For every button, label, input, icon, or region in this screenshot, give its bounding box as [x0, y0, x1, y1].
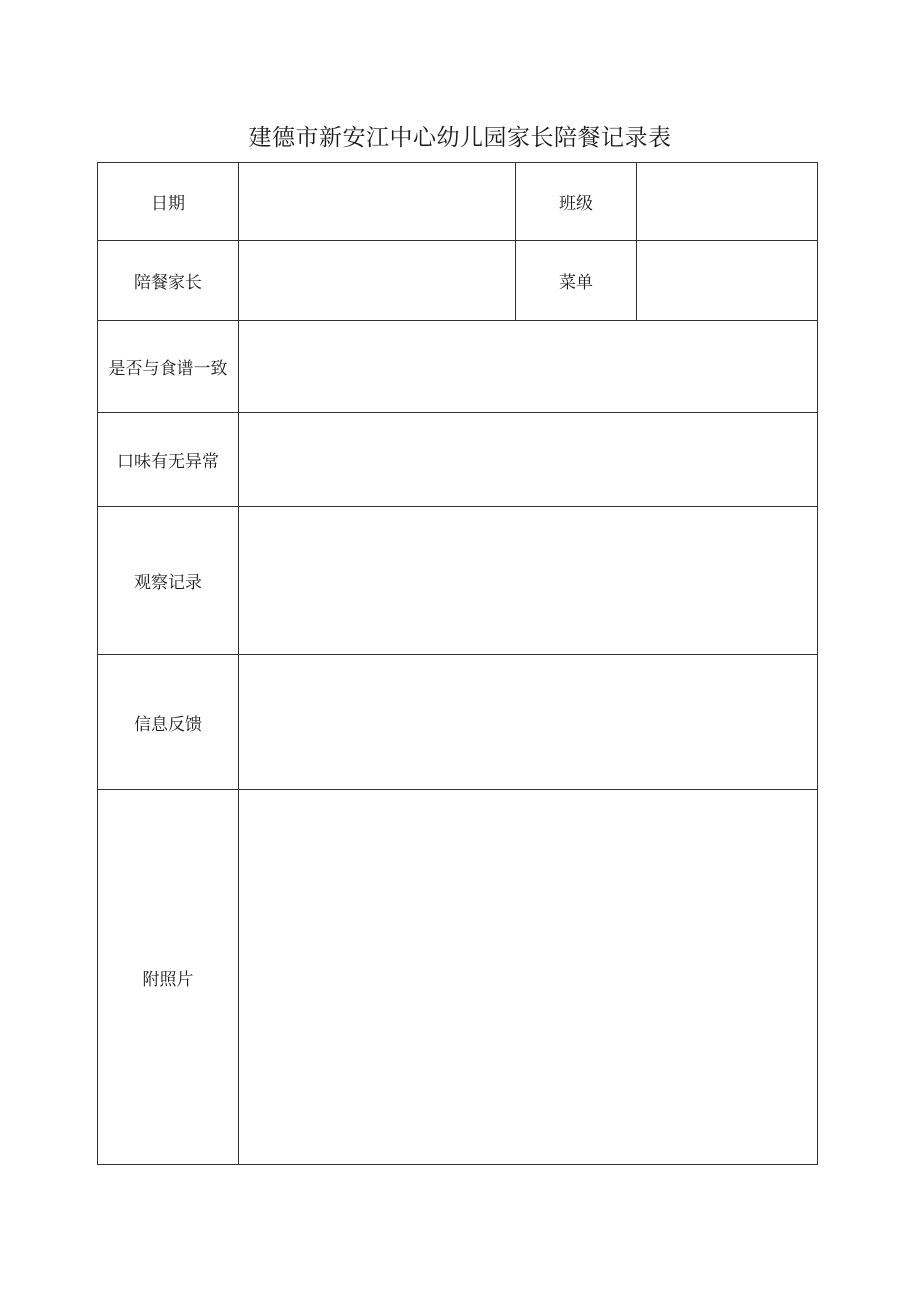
page-title: 建德市新安江中心幼儿园家长陪餐记录表 — [248, 125, 672, 151]
row-consistent — [98, 321, 818, 413]
observation-field[interactable] — [239, 507, 818, 655]
class-field[interactable] — [637, 163, 818, 241]
taste-label: 口味有无异常 — [98, 413, 239, 507]
feedback-field[interactable] — [239, 655, 818, 790]
consistent-field[interactable] — [239, 321, 818, 413]
consistent-label: 是否与食谱一致 — [98, 321, 239, 413]
feedback-label: 信息反馈 — [98, 655, 239, 790]
row-taste — [98, 413, 818, 507]
row-parent-menu — [98, 241, 818, 321]
meal-record-table — [97, 162, 818, 1165]
photos-field[interactable] — [239, 790, 818, 1165]
parent-label: 陪餐家长 — [98, 241, 239, 321]
menu-field[interactable] — [637, 241, 818, 321]
row-feedback — [98, 655, 818, 790]
date-field[interactable] — [239, 163, 516, 241]
photos-label: 附照片 — [98, 790, 239, 1165]
row-observation — [98, 507, 818, 655]
row-date-class — [98, 163, 818, 241]
class-label: 班级 — [516, 163, 637, 241]
parent-field[interactable] — [239, 241, 516, 321]
date-label: 日期 — [98, 163, 239, 241]
row-photos — [98, 790, 818, 1165]
observation-label: 观察记录 — [98, 507, 239, 655]
taste-field[interactable] — [239, 413, 818, 507]
menu-label: 菜单 — [516, 241, 637, 321]
